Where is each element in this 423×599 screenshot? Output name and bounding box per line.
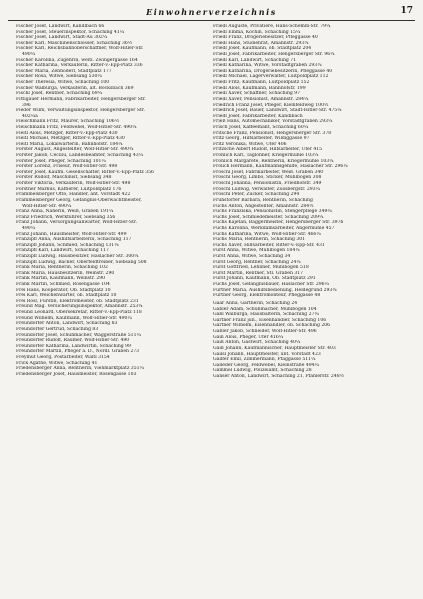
directory-entry: Gaar Anna, Gärtnerin, Schaching 24 bbox=[213, 301, 298, 307]
directory-entry: Fischer Theresia, Witwe, Schaching 100 bbox=[16, 80, 110, 86]
directory-entry: Fuchs Josef, Gefängnisbauer, Haslacher Str. 296¼ bbox=[213, 282, 329, 288]
directory-entry: Gailsl Johann, Hauptmeister, unt. Vorstadt 423 bbox=[213, 351, 321, 357]
directory-entry: Gaiß Johann, Kaufmännischer, Hauptmeister Str. 403 bbox=[213, 345, 336, 351]
directory-entry: 490¼ bbox=[22, 225, 36, 231]
directory-entry: Gabl Walburga, Hausbälterin, Schaching 27¼ bbox=[213, 312, 319, 318]
directory-entry: Fischer Rosa, Witwe, Siebsang 530¼ bbox=[16, 74, 102, 80]
directory-entry: Freundorfer Josef, Schuhmacher, Waggerstraße 511¼ bbox=[16, 332, 141, 338]
directory-entry: Frei Rosl, Fürstin, Elektromeister, ob. Stadtplatz 231 bbox=[16, 298, 139, 304]
directory-entry: Frei Karl, Weichenwärter, ob. Stadtplatz 10 bbox=[16, 293, 117, 299]
directory-entry: Fischer Karolina, Zugehrin, weitl. Zwingergasse 164 bbox=[16, 57, 138, 63]
directory-entry: Franz Johann, Versorgungsanwärter, Wolf-Hitler-Str. bbox=[16, 220, 138, 226]
directory-entry: Forster Josef, Kaufm. Gesellschafter, Ritter-v.-Epp-Platz 356 bbox=[16, 169, 154, 175]
directory-entry: Frank Martin, Kaufmann, Weinstr. 290 bbox=[16, 276, 106, 282]
directory-entry: Franzipfl Anna, Aushilfsarbeiterin, Schaching 117 bbox=[16, 237, 132, 243]
directory-entry: Forster Rudolf, Maschinist, Siebsang 348 bbox=[16, 175, 112, 181]
directory-entry: Franzipfl Johann, Schmied, Schaching 131¼ bbox=[16, 242, 119, 248]
directory-entry: Fröschl Ludwig, Verwalter, Zussbergstr. 293¼ bbox=[213, 186, 320, 192]
directory-entry: Fritz Georg, Hilfsarbeiter, Wildiggasse 97 bbox=[213, 136, 310, 142]
left-column bbox=[16, 24, 212, 377]
directory-entry: Forster Jakob, Ceciliu, Landesbeamter, Schaching 43¼ bbox=[16, 153, 144, 159]
directory-entry: Frei Hans, Kooperator, Ob. Stadtplatz 10 bbox=[16, 287, 111, 293]
directory-entry: Fuchs Karolina, Werkdamsarbeiter, Angermühle 457 bbox=[213, 225, 335, 231]
directory-entry: Friedl Alois, Kaufmann, Bahnhofstr. 199 bbox=[213, 85, 306, 91]
directory-entry: Gaiß Anton, Gastwirt, Schaching 40¼ bbox=[213, 340, 301, 346]
directory-entry: Friedl Josef, Fabrikarbeiter, Hengersberger Str. 96¼ bbox=[213, 52, 335, 58]
directory-entry: Franzipfl Ludwig, Bäcker, Oberfeldtreiber, Siebsang 508 bbox=[16, 259, 147, 265]
directory-entry: Fischer Josef, Landwirt, Stadt-Au 302¼ bbox=[16, 35, 108, 41]
directory-entry: Fleder Wilm, Verwaltungsinspektor, Hengersberger Str. bbox=[16, 108, 145, 114]
directory-entry: Fritsche Franz, Pensionist, Hengersberger Str. 378 bbox=[213, 130, 332, 136]
directory-entry: Friedl Xaver, Pensionist, Amannstr. 284¼ bbox=[213, 96, 309, 102]
directory-entry: Fröschl Peter, Zucker, Schaching 294 bbox=[213, 192, 300, 198]
directory-entry: Fröschl Georg, Limbo, Sticker, Mühlbogen 308 bbox=[213, 175, 322, 181]
directory-entry: Gärtner Franz jun., Eisenhändler, Schaching 106 bbox=[213, 317, 327, 323]
directory-entry: Fischer Katharina, Verkäuferin, Ritter-v.-Epp-Platz 336 bbox=[16, 63, 143, 69]
directory-entry: Friedl Franz, Drogeriebesitzer, Pfleggasse 40 bbox=[213, 35, 318, 41]
directory-entry: Fischer Karl, Maschinenschlosser, Schaching 36½ bbox=[16, 40, 133, 46]
page-title: Einwohnerverzeichnis bbox=[146, 7, 277, 17]
directory-entry: Freundorfer Gertrud, Schaching 83 bbox=[16, 326, 99, 332]
directory-entry: Friedrich Franz Josef, Pfleger, Kleinfeldweg 100½ bbox=[213, 102, 329, 108]
directory-entry: Franzipfl Ludwig, Hausbesitzer, Haslacher Str. 300¼ bbox=[16, 253, 139, 259]
directory-entry: Freund Wilhelm, Kaufmann, Wolf-Hitler-Str. 490¼ bbox=[16, 315, 132, 321]
directory-entry: Fischer Josef, Landwirt, Kandlbach 66 bbox=[16, 24, 105, 29]
directory-entry: Fürst Georg, Rentner, Schaching 24¼ bbox=[213, 259, 301, 265]
directory-entry: Galleder Georg, Feldwebel, Kleinstraße 494¼ bbox=[213, 362, 319, 368]
directory-entry: Furtner Georg, Elektromonteur, Pfleggasse 48 bbox=[213, 293, 321, 299]
directory-entry: Franz Anna, Näherin, Weiß, Graben 191¼ bbox=[16, 209, 114, 215]
directory-entry: Fritzsche Albert Rudolf, Hilfsarbeiter, Ufer 415 bbox=[213, 147, 323, 153]
directory-entry: Fittigauer Hermann, Fabrikarbeiter, Hengersberger Str. bbox=[16, 96, 146, 102]
directory-entry: Freundorfer Anton, Landwirt, Schaching 83 bbox=[16, 321, 118, 327]
directory-entry: Fischer Karl, Reichsbahnoberschaffner, Wolf-Hitler-Str. bbox=[16, 46, 144, 52]
directory-entry: Gabler Adam, Schuhmacher, Mühlbogen 104 bbox=[213, 306, 317, 312]
directory-entry: Fuchs Kajetan, Baggermeister, Hengersberger Str. 397b bbox=[213, 220, 344, 226]
directory-entry: Fischer Maria, Zehhoderl, Stadtplatz 177 bbox=[16, 68, 112, 74]
directory-entry: Frank Martin, Schmied, Rosengasse 104 bbox=[16, 282, 110, 288]
directory-entry: Franzipfl Karl, Landwirt, Schaching 117 bbox=[16, 248, 109, 254]
directory-entry: Forster August, Angestellter, Wolf-Hitler-Str. 490¾ bbox=[16, 147, 134, 153]
directory-entry: Freundorfer Katharina, Landwirtin, Schaching 99 bbox=[16, 343, 131, 349]
directory-entry: Forster Josef, Pfleger, Schaching 101¼ bbox=[16, 158, 106, 164]
directory-entry: Fürst Johann, Kaufmann, Ob. Stadtplatz 291 bbox=[213, 276, 316, 282]
directory-entry: Freundorfer Martin, Pfleger a. D., Nördl. Graben 273 bbox=[16, 349, 140, 355]
directory-entry: Gärtner Wilhelm, Eisenhändler, ob. Schaching 206 bbox=[213, 323, 331, 329]
directory-entry: Fuchs Katharina, Witwe, Wolf-Hitler-Str. 466¼ bbox=[213, 231, 321, 237]
right-column bbox=[213, 24, 413, 380]
directory-entry: Gain Alois, Pfleger, Ufer 416¼ bbox=[213, 334, 284, 340]
directory-entry: Furtner Maria, Aushilfsbedienung, Heldegrund 293¼ bbox=[213, 287, 337, 293]
directory-entry: Franz Johann, Hausmeister, Wolf-Hitler-Str. 499 bbox=[16, 231, 127, 237]
directory-entry: Friedl Katharina, Drogeriebesitzerin, Pfleggasse 40 bbox=[213, 68, 333, 74]
directory-entry: Ganser Anton, Landwirt, Schaching 21, Pfahlerstr. 248½ bbox=[213, 373, 345, 379]
directory-entry: Frammelsberger Otto, Händler, ant. Vorstadt 422 bbox=[16, 192, 131, 198]
directory-entry: Fürst Anna, Witwe, Mühlbogen 184¼ bbox=[213, 248, 300, 254]
directory-entry: Fürst Martin, Rentner, Stl. Graben 317 bbox=[213, 270, 304, 276]
directory-entry: Gäßler Jakob, Schneider, Wolf-Hitler-Str. 496 bbox=[213, 329, 317, 335]
directory-entry: Freymut Georg, Postarbeiter, Waltl 3154 bbox=[16, 354, 110, 360]
directory-entry: Fuchs Anton, Angestellter, Amannstr. 284½ bbox=[213, 203, 314, 209]
directory-entry: Frölich Hermann, Kaufmannsgehilfe, Haslacher Str. 296¼ bbox=[213, 164, 348, 170]
directory-entry: Fleischmann Fritz, Feldwebel, Wolf-Hitler-Str. 490¼ bbox=[16, 124, 137, 130]
directory-entry: Friedl Emma, Köchin, Schaching 15¼ bbox=[213, 29, 301, 35]
directory-entry: Friedl Michael, Lagerverwalter, Luitpoldplatz 112 bbox=[213, 74, 329, 80]
directory-entry: Frühstorfer Barbara, Rentnerin, Schaching bbox=[213, 197, 313, 203]
directory-entry: Friedl Fritz, Kaufmann, Luitpoldplatz 152 bbox=[213, 80, 310, 86]
directory-entry: Fritz Veronika, Witwe, Ufer 406 bbox=[213, 141, 287, 147]
directory-entry: Fröhlich Margarete, Rentnerin, Kriegermühle 103¼ bbox=[213, 158, 334, 164]
directory-entry: Fröhlich Karl, Taglöhner, Kriegermühle 103¼ bbox=[213, 153, 319, 159]
directory-entry: Fuchs Josef, Schmiedemeister, Schaching 209¼ bbox=[213, 214, 324, 220]
directory-entry: Friedensberger Josef, Hausmeister, Rosengasse 103 bbox=[16, 371, 137, 377]
directory-entry: Fleitl Alois, Metzger, Ritter-v.-Epp-Platz 430 bbox=[16, 130, 118, 136]
directory-entry: Freundorfer Rudolf, Raumer, Wolf-Hitler-Str. 490 bbox=[16, 338, 130, 344]
directory-entry: Freund Leonard, Obersekretär, Ritter-v.-Epp-Platz 118 bbox=[16, 310, 142, 316]
directory-entry: Fuchs Maria, Rentnerin, Schaching 301 bbox=[213, 237, 306, 243]
directory-entry: Wolf-Hitler-Str. 490¼ bbox=[22, 203, 72, 209]
directory-entry: Franz Friedrich, Werkführer, Siebsang 356 bbox=[16, 214, 116, 220]
directory-entry: Fürst Gottfried, Lehnner, Mühlbogen 518 bbox=[213, 265, 309, 271]
directory-entry: Friedrich Josef, Bauer, Landwirt, Stadt-Hitler-Str. 475¼ bbox=[213, 108, 342, 114]
directory-entry: Gailfer Emil, Zimmermann, Pfaggasse 511¼ bbox=[213, 357, 316, 363]
page-header bbox=[8, 7, 415, 21]
directory-entry: Fischer Walburga, Verkäuferin, alt. Bocksbach 369 bbox=[16, 85, 134, 91]
directory-entry: 402¼a bbox=[22, 113, 38, 119]
directory-entry: Fürst Anna, Witwe, Schaching 34 bbox=[213, 253, 291, 259]
directory-entry: Frammelsberger Georg, Gefängnis-Oberwachtmeister, bbox=[16, 197, 142, 203]
directory-entry: Forstner Markus, Kaffierer, Luitpoldplatz 176 bbox=[16, 186, 122, 192]
directory-entry: Friedensberger Anna, Rentnerin, Viehmarktplatz 351¼ bbox=[16, 366, 144, 372]
directory-entry: Fleitl Michael, Metzger, Ritter-v.-Epp-Platz 430 bbox=[16, 136, 125, 142]
directory-entry: Frick Agathe, Witwe, Schaching 41 bbox=[16, 360, 98, 366]
directory-entry: Frisch Josef, Kaffeemant, Schaching 60¼ bbox=[213, 124, 309, 130]
directory-entry: Frieß Hans, Automechaniker, Vorstadtgraben 293¼ bbox=[213, 119, 333, 125]
directory-entry: Friedl Katharina, Witwe, Vorstadtgräben 293¼ bbox=[213, 63, 322, 69]
page-number: 17 bbox=[400, 6, 413, 16]
directory-entry: Friedl Hans, Studienrat, Amannstr. 293¼ bbox=[213, 40, 309, 46]
directory-entry: Friedl Josef, Kaufmann, ob. Stadtplatz 204 bbox=[213, 46, 312, 52]
directory-entry: Friedl Xaver, Schaffner, Schaching 97 bbox=[213, 91, 301, 97]
directory-entry: Fröschl Josef, Fabrikarbeiter, Weiß. Graben 340 bbox=[213, 169, 324, 175]
directory-entry: Gammel Ludwig, Polizeiamt, Schaching 28 bbox=[213, 368, 312, 374]
directory-entry: Fleitl Maria, Lokalwarterin, Bahnhofstr. 184¼ bbox=[16, 141, 123, 147]
directory-entry: Friedl Karl, Landwirt, Schaching 71 bbox=[213, 57, 297, 63]
directory-entry: Frank Maria, Rentnerin, Schaching 102 bbox=[16, 265, 108, 271]
directory-entry: Freund Mag. Versicherungsinspektor, Amannstr. 253¼ bbox=[16, 304, 143, 310]
directory-entry: Forster Viktoria, Verkäuferin, Wolf-Hitler-Str. 498 bbox=[16, 181, 131, 187]
directory-entry: 396 bbox=[22, 102, 31, 108]
directory-entry: Friedl Auguste, Privatiere, Hans-Schemm-Str. 79¼ bbox=[213, 24, 331, 29]
directory-entry: Fuchs Xaver, Hilfsarbeiter, Ritter-v.-Epp-Str. 431 bbox=[213, 242, 325, 248]
directory-entry: Fröschl Johanna, Pensionistin, Friedhofstr. 349 bbox=[213, 181, 322, 187]
directory-entry: Frank Maria, Hausbesitzerin, Weinstr. 290 bbox=[16, 270, 115, 276]
directory-entry: Fleischmann Fritz, Maurer, Schaching 106½ bbox=[16, 119, 120, 125]
directory-entry: Fischer Josef, Steuerinspektor, Schaching 41¼ bbox=[16, 29, 125, 35]
directory-entry: Friedl Josef, Fabrikarbeiter, Kandlbach bbox=[213, 113, 303, 119]
directory-entry: Fuchs Franziska, Pensionistin, Stengerpflege 349¼ bbox=[213, 209, 332, 215]
directory-entry: 490¼ bbox=[22, 52, 36, 58]
directory-entry: Forster Lorenz, Friseur, Wolf-Hitler-Str. 498 bbox=[16, 164, 118, 170]
directory-entry: Fischl Josef, Rentner, Schaching 69¼ bbox=[16, 91, 103, 97]
